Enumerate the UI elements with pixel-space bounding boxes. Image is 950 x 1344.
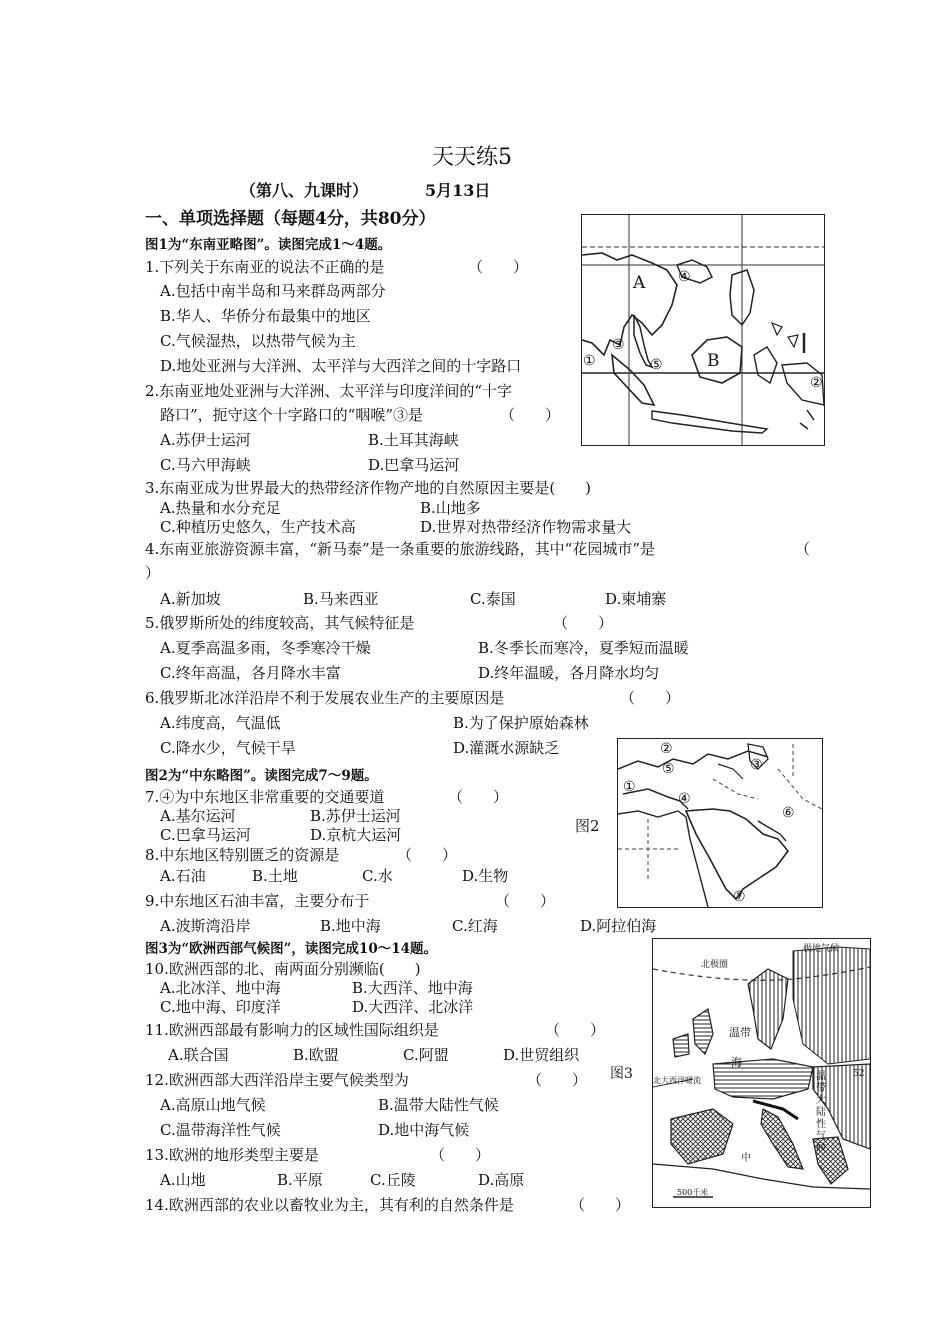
q5-option-c: C.终年高温，各月降水丰富 <box>160 664 341 682</box>
q7-option-d: D.京杭大运河 <box>310 826 402 844</box>
q2-option-a: A.苏伊士运河 <box>160 431 251 449</box>
q13-option-a: A.山地 <box>160 1171 206 1189</box>
q6-blank: （ ） <box>620 689 681 707</box>
fig3-label-temperate: 温带 <box>729 1026 751 1039</box>
q8-blank: （ ） <box>397 846 458 864</box>
q3-stem: 3.东南亚成为世界最大的热带经济作物产地的自然原因主要是( ) <box>145 479 592 497</box>
fig1-label-4: ④ <box>678 269 691 285</box>
fig1-label-2: ② <box>810 375 823 391</box>
q5-option-d: D.终年温暖，各月降水均匀 <box>478 664 660 682</box>
q3-option-a: A.热量和水分充足 <box>160 499 281 517</box>
q10-option-d: D.大西洋、北冰洋 <box>352 998 474 1016</box>
fig3-label-arctic: 北极圈 <box>701 960 729 970</box>
q12-option-a: A.高原山地气候 <box>160 1096 266 1114</box>
q8-option-b: B.土地 <box>252 867 298 885</box>
section-heading: 一、单项选择题（每题4分，共80分） <box>145 209 436 229</box>
date-label: 5月13日 <box>425 181 491 200</box>
q11-option-b: B.欧盟 <box>293 1046 339 1064</box>
q6-stem: 6.俄罗斯北冰洋沿岸不利于发展农业生产的主要原因是 <box>145 689 505 707</box>
fig1-label-a: A <box>633 273 646 293</box>
q13-option-c: C.丘陵 <box>370 1171 416 1189</box>
fig3-label-north-atlantic: 北大西洋暖流 <box>653 1076 701 1085</box>
q14-blank: （ ） <box>570 1196 631 1214</box>
q1-stem: 1.下列关于东南亚的说法不正确的是 <box>145 258 385 276</box>
middle-east-map-drawing <box>618 739 822 907</box>
q9-option-d: D.阿拉伯海 <box>580 917 657 935</box>
q2-blank: （ ） <box>500 406 561 424</box>
fig3-label-mediterranean: 中 <box>741 1153 751 1164</box>
q5-option-a: A.夏季高温多雨，冬季寒冷干燥 <box>160 639 371 657</box>
q12-blank: （ ） <box>527 1071 588 1089</box>
q4-stem: 4.东南亚旅游资源丰富，“新马泰”是一条重要的旅游线路，其中“花园城市”是 <box>145 540 655 558</box>
q7-stem: 7.④为中东地区非常重要的交通要道 <box>145 788 385 806</box>
q11-blank: （ ） <box>545 1021 606 1039</box>
fig2-label-7: ⑦ <box>733 889 746 905</box>
q5-stem: 5.俄罗斯所处的纬度较高，其气候特征是 <box>145 614 415 632</box>
q9-blank: （ ） <box>495 892 556 910</box>
q9-option-a: A.波斯湾沿岸 <box>160 917 251 935</box>
q9-stem: 9.中东地区石油丰富，主要分布于 <box>145 892 370 910</box>
fig2-label-4: ④ <box>678 791 691 807</box>
fig2-label-1: ① <box>623 779 636 795</box>
q13-option-d: D.高原 <box>478 1171 525 1189</box>
middle-east-map <box>617 738 823 908</box>
q8-option-c: C.水 <box>362 867 393 885</box>
q9-option-b: B.地中海 <box>320 917 381 935</box>
q4-option-b: B.马来西亚 <box>303 590 379 608</box>
q8-option-d: D.生物 <box>462 867 509 885</box>
q4-option-d: D.柬埔寨 <box>605 590 667 608</box>
q6-option-d: D.灌溉水源缺乏 <box>453 739 560 757</box>
q13-blank: （ ） <box>430 1146 491 1164</box>
q11-stem: 11.欧洲西部最有影响力的区域性国际组织是 <box>145 1021 439 1039</box>
q6-option-b: B.为了保护原始森林 <box>453 714 589 732</box>
q11-option-a: A.联合国 <box>168 1046 229 1064</box>
q3-option-c: C.种植历史悠久，生产技术高 <box>160 518 356 536</box>
q8-stem: 8.中东地区特别匮乏的资源是 <box>145 846 340 864</box>
q12-option-c: C.温带海洋性气候 <box>160 1121 281 1139</box>
q2-option-d: D.巴拿马运河 <box>368 456 460 474</box>
fig2-caption: 图2 <box>575 817 600 835</box>
fig1-label-5: ⑤ <box>650 357 663 373</box>
fig2-label-5: ⑤ <box>662 761 675 777</box>
q13-option-b: B.平原 <box>277 1171 323 1189</box>
fig3-label-lat52: 52 <box>853 1069 865 1079</box>
fig3-label-sea: 海 <box>731 1056 742 1069</box>
fig1-intro: 图1为“东南亚略图”。读图完成1～4题。 <box>145 237 392 253</box>
q4-paren-close: ） <box>145 564 161 582</box>
q4-paren-open: （ <box>795 540 811 558</box>
q7-option-b: B.苏伊士运河 <box>310 807 401 825</box>
q1-blank: （ ） <box>468 258 529 276</box>
fig2-intro: 图2为“中东略图”。读图完成7～9题。 <box>145 768 378 784</box>
q13-stem: 13.欧洲的地形类型主要是 <box>145 1146 319 1164</box>
q1-option-b: B.华人、华侨分布最集中的地区 <box>160 307 371 325</box>
q10-option-a: A.北冰洋、地中海 <box>160 979 281 997</box>
q9-option-c: C.红海 <box>452 917 498 935</box>
q14-stem: 14.欧洲西部的农业以畜牧业为主，其有利的自然条件是 <box>145 1196 514 1214</box>
fig3-label-polar: 极地气候 <box>803 944 840 954</box>
q6-option-c: C.降水少，气候干旱 <box>160 739 296 757</box>
q1-option-c: C.气候湿热，以热带气候为主 <box>160 332 356 350</box>
fig1-label-1: ① <box>583 353 596 369</box>
fig1-label-3: ③ <box>612 337 625 353</box>
q4-option-c: C.泰国 <box>470 590 516 608</box>
q5-blank: （ ） <box>553 614 614 632</box>
q3-option-b: B.山地多 <box>420 499 481 517</box>
q12-option-b: B.温带大陆性气候 <box>378 1096 499 1114</box>
southeast-asia-map-drawing <box>582 215 824 445</box>
q8-option-a: A.石油 <box>160 867 206 885</box>
q5-option-b: B.冬季长而寒冷，夏季短而温暖 <box>478 639 689 657</box>
fig3-label-continental: 温带大陆性气候 <box>816 1071 826 1154</box>
q12-stem: 12.欧洲西部大西洋沿岸主要气候类型为 <box>145 1071 409 1089</box>
fig3-label-scale: 500千米 <box>677 1188 709 1197</box>
q1-option-a: A.包括中南半岛和马来群岛两部分 <box>160 282 386 300</box>
q2-option-b: B.土耳其海峡 <box>368 431 459 449</box>
q1-option-d: D.地处亚洲与大洋洲、太平洋与大西洋之间的十字路口 <box>160 357 522 375</box>
western-europe-climate-map <box>652 938 871 1208</box>
q10-option-b: B.大西洋、地中海 <box>352 979 473 997</box>
q6-option-a: A.纬度高，气温低 <box>160 714 281 732</box>
q7-option-a: A.基尔运河 <box>160 807 236 825</box>
fig2-label-6: ⑥ <box>782 805 795 821</box>
q2-option-c: C.马六甲海峡 <box>160 456 251 474</box>
q3-option-d: D.世界对热带经济作物需求量大 <box>420 518 632 536</box>
q7-blank: （ ） <box>448 788 509 806</box>
q10-stem: 10.欧洲西部的北、南两面分别濒临( ) <box>145 960 421 978</box>
fig2-label-2: ② <box>660 741 673 757</box>
western-europe-climate-map-drawing <box>653 939 870 1207</box>
q7-option-c: C.巴拿马运河 <box>160 826 251 844</box>
fig3-caption: 图3 <box>610 1066 633 1082</box>
q2-stem-line2: 路口”，扼守这个十字路口的“咽喉”③是 <box>160 406 424 424</box>
fig2-label-3: ③ <box>750 757 763 773</box>
fig3-intro: 图3为“欧洲西部气候图”，读图完成10～14题。 <box>145 941 437 957</box>
q11-option-d: D.世贸组织 <box>503 1046 580 1064</box>
fig1-label-b: B <box>707 351 720 371</box>
q11-option-c: C.阿盟 <box>403 1046 449 1064</box>
page-title: 天天练5 <box>432 145 512 170</box>
lesson-label: （第八、九课时） <box>240 181 369 200</box>
southeast-asia-map <box>581 214 825 446</box>
q2-stem-line1: 2.东南亚地处亚洲与大洋洲、太平洋与印度洋间的“十字 <box>145 382 512 400</box>
q4-option-a: A.新加坡 <box>160 590 221 608</box>
q12-option-d: D.地中海气候 <box>378 1121 470 1139</box>
q10-option-c: C.地中海、印度洋 <box>160 998 281 1016</box>
